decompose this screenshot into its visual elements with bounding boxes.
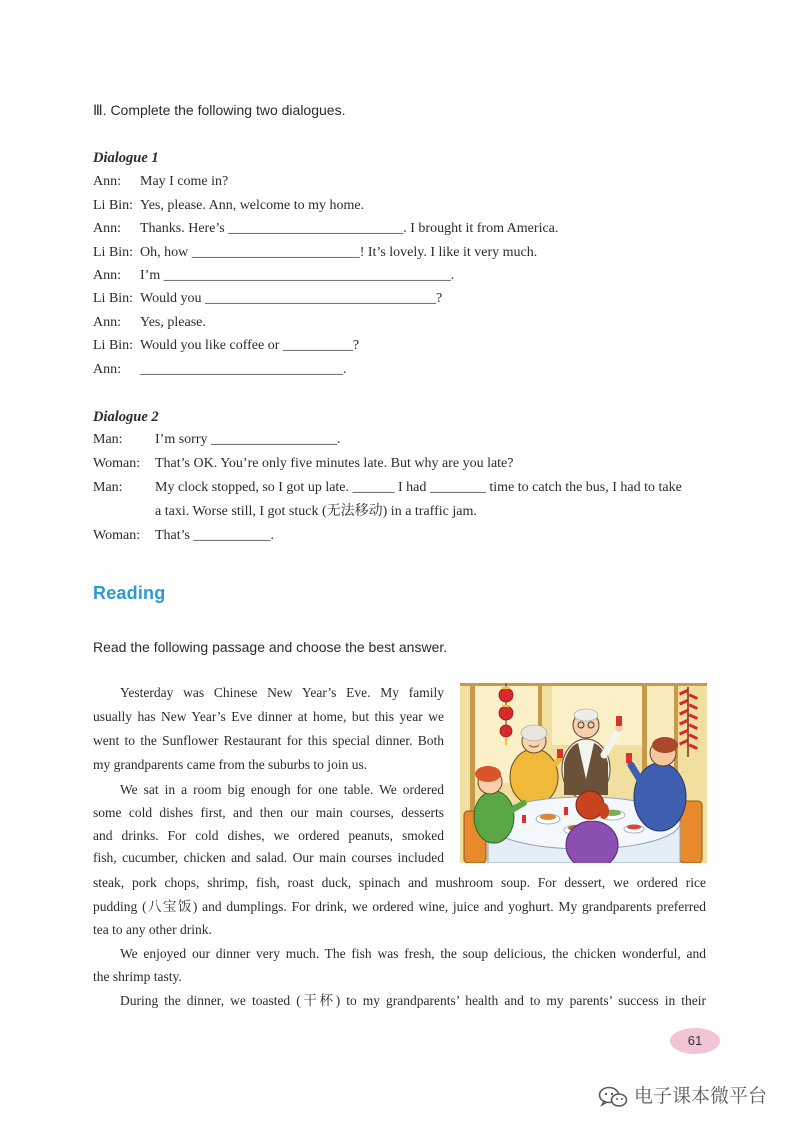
boy-body <box>474 791 514 843</box>
wechat-eye <box>611 1093 613 1095</box>
dialogue-2-line <box>93 479 682 497</box>
wechat-eye <box>605 1093 607 1095</box>
dialogue-1-line <box>93 337 359 355</box>
passage-line: went to the Sunflower Restaurant for this special dinner. Both <box>93 733 444 748</box>
passage-line: the shrimp tasty. <box>93 969 182 984</box>
dialogue-2-line <box>93 455 513 473</box>
dialogue-1-line <box>93 220 558 238</box>
reading-heading: Reading <box>93 583 166 603</box>
speaker-label: Woman: <box>93 456 141 471</box>
speaker-label: Ann: <box>93 174 121 189</box>
dialogue-1-line <box>93 173 228 191</box>
wechat-bubble-small <box>612 1094 627 1106</box>
drink-glass <box>522 815 526 823</box>
utterance: Would you _________________________________? <box>140 291 443 306</box>
dialogue-2-line <box>93 527 274 545</box>
speaker-label: Li Bin: <box>93 245 134 260</box>
exercise-heading <box>93 101 345 119</box>
passage-line: and drinks. For cold dishes, we ordered peanuts, smoked <box>93 828 444 843</box>
reading-instruction: Read the following passage and choose the best answer. <box>93 639 448 655</box>
utterance: Oh, how ________________________! It’s lovely. I like it very much. <box>140 245 538 260</box>
wechat-eye <box>616 1098 618 1100</box>
dialogue-1-line <box>93 314 206 332</box>
grandpa-glass <box>616 716 622 726</box>
utterance-continuation: a taxi. Worse still, I got stuck (无法移动) in a traffic jam. <box>155 504 477 519</box>
dialogue-1-line <box>93 290 442 308</box>
dialogue-1-line <box>93 197 364 215</box>
speaker-label: Ann: <box>93 315 121 330</box>
family-dinner-illustration <box>460 683 707 863</box>
utterance: Yes, please. <box>140 315 206 330</box>
dialogue-1-line <box>93 361 347 379</box>
father-glass <box>626 753 632 763</box>
speaker-label: Li Bin: <box>93 291 134 306</box>
drink-glass <box>564 807 568 815</box>
dialogue-2-line <box>93 431 341 449</box>
utterance: _____________________________. <box>140 362 347 377</box>
speaker-label: Man: <box>93 480 123 495</box>
window-bar <box>460 683 707 686</box>
wechat-eye <box>621 1098 623 1100</box>
speaker-label: Woman: <box>93 528 141 543</box>
utterance: Yes, please. Ann, welcome to my home. <box>140 198 365 213</box>
boy-hair <box>475 766 501 782</box>
passage-line: usually has New Year’s Eve dinner at home, but this year we <box>93 709 444 724</box>
speaker-label: Ann: <box>93 268 121 283</box>
passage-line: Yesterday was Chinese New Year’s Eve. My family <box>120 685 444 700</box>
dialogue-1-title: Dialogue 1 <box>93 150 159 166</box>
utterance: My clock stopped, so I got up late. ______ I had ________ time to catch the bus, I had to take <box>155 480 682 495</box>
dialogue-1-line <box>93 267 454 285</box>
speaker-label: Ann: <box>93 362 121 377</box>
passage-line: pudding (八宝饭) and dumplings. For drink, we ordered wine, juice and yoghurt. My grandparents preferred <box>93 899 706 914</box>
lantern-cap <box>502 705 510 707</box>
speaker-label: Ann: <box>93 221 121 236</box>
lantern-cap <box>502 687 510 689</box>
speaker-label: Li Bin: <box>93 198 134 213</box>
exercise-instruction: Complete the following two dialogues. <box>110 102 346 118</box>
girl-body <box>566 821 618 863</box>
dialogue-2-title: Dialogue 2 <box>93 409 159 425</box>
girl-ponytail <box>599 803 609 819</box>
grandma-hair <box>521 725 547 741</box>
dish-food <box>540 814 556 820</box>
utterance: Thanks. Here’s _________________________. I brought it from America. <box>140 221 559 236</box>
utterance: That’s ___________. <box>155 528 274 543</box>
grandma-glass <box>557 749 563 758</box>
father-body <box>634 763 686 831</box>
lantern <box>499 706 513 720</box>
utterance: I’m _________________________________________. <box>140 268 455 283</box>
wechat-icon <box>598 1085 628 1109</box>
lantern <box>500 725 512 737</box>
page-number: 61 <box>670 1028 720 1054</box>
watermark-text: 电子课本微平台 <box>634 1086 768 1107</box>
utterance: That’s OK. You’re only five minutes late. But why are you late? <box>155 456 514 471</box>
exercise-numeral: Ⅲ. <box>93 102 107 118</box>
utterance: I’m sorry __________________. <box>155 432 341 447</box>
passage-line: We sat in a room big enough for one table. We ordered <box>120 782 444 797</box>
utterance: Would you like coffee or __________? <box>140 338 360 353</box>
passage-line: my grandparents came from the suburbs to join us. <box>93 757 368 772</box>
father-hair <box>652 737 678 753</box>
passage-line: During the dinner, we toasted (干杯) to my grandparents’ health and to my parents’ success in their <box>120 993 706 1008</box>
dialogue-1-line <box>93 244 537 262</box>
passage-line: tea to any other drink. <box>93 922 212 937</box>
speaker-label: Li Bin: <box>93 338 134 353</box>
grandma-body <box>510 749 558 805</box>
passage-line: fish, cucumber, chicken and salad. Our main courses included <box>93 850 444 865</box>
dish-food <box>627 825 641 830</box>
passage-line: We enjoyed our dinner very much. The fish was fresh, the soup delicious, the chicken wonderful, and <box>120 946 706 961</box>
passage-line: some cold dishes first, and then our main courses, desserts <box>93 805 444 820</box>
passage-line: steak, pork chops, shrimp, fish, roast duck, spinach and mushroom soup. For dessert, we ordered rice <box>93 875 706 890</box>
lantern <box>499 688 513 702</box>
utterance: May I come in? <box>140 174 229 189</box>
grandpa-hair <box>574 709 598 721</box>
speaker-label: Man: <box>93 432 123 447</box>
